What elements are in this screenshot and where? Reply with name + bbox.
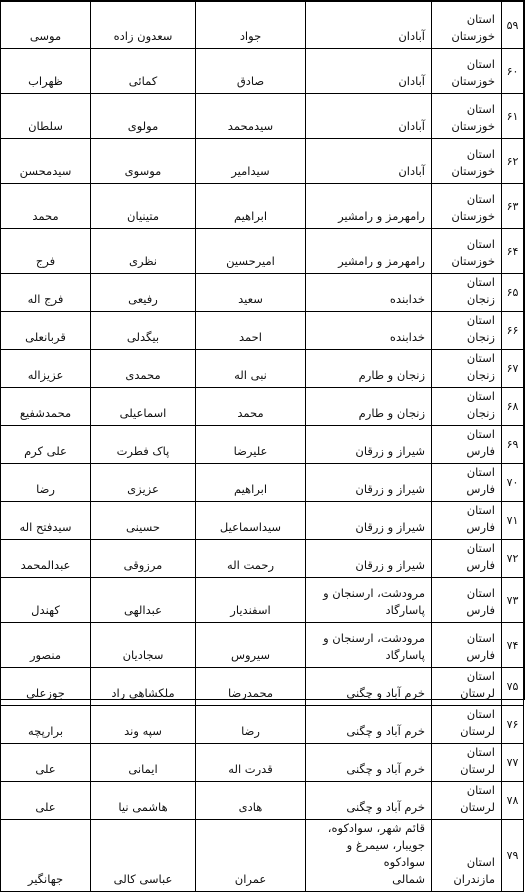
last-name-cell: هاشمی نیا: [91, 782, 196, 820]
father-name-cell: فرج: [1, 229, 91, 274]
father-name-cell: ظهراب: [1, 49, 91, 94]
last-name-cell: ایمانی: [91, 744, 196, 782]
row-number: ۶۳: [502, 184, 524, 229]
first-name-cell: سیداسماعیل: [196, 502, 306, 540]
last-name-cell: نظری: [91, 229, 196, 274]
city-cell: آبادان: [306, 49, 432, 94]
father-name-cell: علی: [1, 782, 91, 820]
father-name-cell: عزیزاله: [1, 350, 91, 388]
province-cell: استان خوزستان: [432, 139, 502, 184]
father-name-cell: محمد: [1, 184, 91, 229]
father-name-cell: فرج اله: [1, 274, 91, 312]
row-number: ۵۹: [502, 2, 524, 49]
table-row: [1, 464, 524, 502]
last-name-cell: اسماعیلی: [91, 388, 196, 426]
province-cell: استان فارس: [432, 578, 502, 623]
table-row: [1, 744, 524, 782]
province-cell: استان لرستان: [432, 744, 502, 782]
first-name-cell: صادق: [196, 49, 306, 94]
city-cell: شیراز و زرقان: [306, 426, 432, 464]
city-cell: آبادان: [306, 94, 432, 139]
last-name-cell: عباسی کالی: [91, 820, 196, 892]
city-cell: زنجان و طارم: [306, 350, 432, 388]
table-body: [1, 2, 524, 892]
table-row: [1, 49, 524, 94]
row-number: ۷۴: [502, 623, 524, 668]
table-row: [1, 820, 524, 892]
table-row: [1, 2, 524, 49]
row-number: ۷۵: [502, 668, 524, 706]
first-name-cell: سیروس: [196, 623, 306, 668]
first-name-cell: ابراهیم: [196, 184, 306, 229]
table-row: [1, 184, 524, 229]
province-cell: استان خوزستان: [432, 229, 502, 274]
last-name-cell: سجادیان: [91, 623, 196, 668]
father-name-cell: علی کرم: [1, 426, 91, 464]
row-number: ۶۹: [502, 426, 524, 464]
table-row: [1, 229, 524, 274]
city-cell: زنجان و طارم: [306, 388, 432, 426]
province-cell: استان زنجان: [432, 350, 502, 388]
last-name-cell: کمائی: [91, 49, 196, 94]
province-cell: استان زنجان: [432, 388, 502, 426]
father-name-cell: برارپچه: [1, 706, 91, 744]
row-number: ۷۹: [502, 820, 524, 892]
row-number: ۷۸: [502, 782, 524, 820]
father-name-cell: محمدشفیع: [1, 388, 91, 426]
last-name-cell: عبدالهی: [91, 578, 196, 623]
row-number: ۷۲: [502, 540, 524, 578]
father-name-cell: سلطان: [1, 94, 91, 139]
table-row: [1, 274, 524, 312]
last-name-cell: حسینی: [91, 502, 196, 540]
row-number: ۶۸: [502, 388, 524, 426]
first-name-cell: علیرضا: [196, 426, 306, 464]
last-name-cell: مرزوقی: [91, 540, 196, 578]
province-cell: استان فارس: [432, 426, 502, 464]
city-cell: آبادان: [306, 139, 432, 184]
father-name-cell: منصور: [1, 623, 91, 668]
table-row: [1, 94, 524, 139]
last-name-cell: مولوی: [91, 94, 196, 139]
row-number: ۷۷: [502, 744, 524, 782]
last-name-cell: رفیعی: [91, 274, 196, 312]
last-name-cell: سعدون زاده: [91, 2, 196, 49]
city-cell: شیراز و زرقان: [306, 502, 432, 540]
city-cell: خرم آباد و چگنی: [306, 668, 432, 706]
table-row: [1, 578, 524, 623]
last-name-cell: سپه وند: [91, 706, 196, 744]
first-name-cell: محمدرضا: [196, 668, 306, 706]
table-row: [1, 312, 524, 350]
city-cell: شیراز و زرقان: [306, 540, 432, 578]
row-number: ۶۶: [502, 312, 524, 350]
table-row: [1, 706, 524, 744]
province-cell: استان خوزستان: [432, 184, 502, 229]
province-cell: استان لرستان: [432, 782, 502, 820]
last-name-cell: موسوی: [91, 139, 196, 184]
first-name-cell: احمد: [196, 312, 306, 350]
row-number: ۶۰: [502, 49, 524, 94]
province-cell: استان لرستان: [432, 668, 502, 706]
last-name-cell: محمدی: [91, 350, 196, 388]
last-name-cell: ملکشاهی راد: [91, 668, 196, 706]
province-cell: استان خوزستان: [432, 94, 502, 139]
first-name-cell: سیدامیر: [196, 139, 306, 184]
candidates-table: [0, 1, 524, 892]
last-name-cell: عزیزی: [91, 464, 196, 502]
city-cell: خرم آباد و چگنی: [306, 782, 432, 820]
first-name-cell: هادی: [196, 782, 306, 820]
first-name-cell: جواد: [196, 2, 306, 49]
first-name-cell: قدرت اله: [196, 744, 306, 782]
province-cell: استان فارس: [432, 464, 502, 502]
first-name-cell: رحمت اله: [196, 540, 306, 578]
first-name-cell: سیدمحمد: [196, 94, 306, 139]
city-cell: آبادان: [306, 2, 432, 49]
last-name-cell: بیگدلی: [91, 312, 196, 350]
row-number: ۶۱: [502, 94, 524, 139]
province-cell: استان خوزستان: [432, 49, 502, 94]
table-row: [1, 782, 524, 820]
father-name-cell: قربانعلی: [1, 312, 91, 350]
province-cell: استان فارس: [432, 623, 502, 668]
city-cell: خرم آباد و چگنی: [306, 744, 432, 782]
first-name-cell: رضا: [196, 706, 306, 744]
table-row: [1, 350, 524, 388]
table-row: [1, 139, 524, 184]
city-cell: قائم شهر، سوادکوه، جویبار، سیمرغ و سوادکوه شمالی: [306, 820, 432, 892]
province-cell: استان زنجان: [432, 312, 502, 350]
province-cell: استان زنجان: [432, 274, 502, 312]
row-number: ۶۵: [502, 274, 524, 312]
first-name-cell: عمران: [196, 820, 306, 892]
row-number: ۶۲: [502, 139, 524, 184]
first-name-cell: اسفندیار: [196, 578, 306, 623]
row-number: ۷۶: [502, 706, 524, 744]
row-number: ۶۴: [502, 229, 524, 274]
city-cell: خدابنده: [306, 312, 432, 350]
first-name-cell: ابراهیم: [196, 464, 306, 502]
father-name-cell: رضا: [1, 464, 91, 502]
father-name-cell: جوزعلی: [1, 668, 91, 706]
first-name-cell: سعید: [196, 274, 306, 312]
row-number: ۶۷: [502, 350, 524, 388]
city-cell: رامهرمز و رامشیر: [306, 184, 432, 229]
city-cell: مرودشت، ارسنجان و پاسارگاد: [306, 578, 432, 623]
father-name-cell: عبدالمحمد: [1, 540, 91, 578]
city-cell: مرودشت، ارسنجان و پاسارگاد: [306, 623, 432, 668]
father-name-cell: کهندل: [1, 578, 91, 623]
province-cell: استان مازندران: [432, 820, 502, 892]
province-cell: استان فارس: [432, 502, 502, 540]
table-row: [1, 502, 524, 540]
city-cell: رامهرمز و رامشیر: [306, 229, 432, 274]
province-cell: استان خوزستان: [432, 2, 502, 49]
father-name-cell: موسی: [1, 2, 91, 49]
city-cell: شیراز و زرقان: [306, 464, 432, 502]
province-cell: استان فارس: [432, 540, 502, 578]
province-cell: استان لرستان: [432, 706, 502, 744]
first-name-cell: محمد: [196, 388, 306, 426]
city-cell: خدابنده: [306, 274, 432, 312]
table-row: [1, 426, 524, 464]
last-name-cell: متینیان: [91, 184, 196, 229]
row-number: ۷۳: [502, 578, 524, 623]
table-row: [1, 623, 524, 668]
first-name-cell: نبی اله: [196, 350, 306, 388]
table-row: [1, 388, 524, 426]
father-name-cell: علی: [1, 744, 91, 782]
row-number: ۷۰: [502, 464, 524, 502]
father-name-cell: سیدمحسن: [1, 139, 91, 184]
father-name-cell: سیدفتح اله: [1, 502, 91, 540]
first-name-cell: امیرحسین: [196, 229, 306, 274]
table-row: [1, 540, 524, 578]
father-name-cell: جهانگیر: [1, 820, 91, 892]
row-number: ۷۱: [502, 502, 524, 540]
last-name-cell: پاک فطرت: [91, 426, 196, 464]
city-cell: خرم آباد و چگنی: [306, 706, 432, 744]
